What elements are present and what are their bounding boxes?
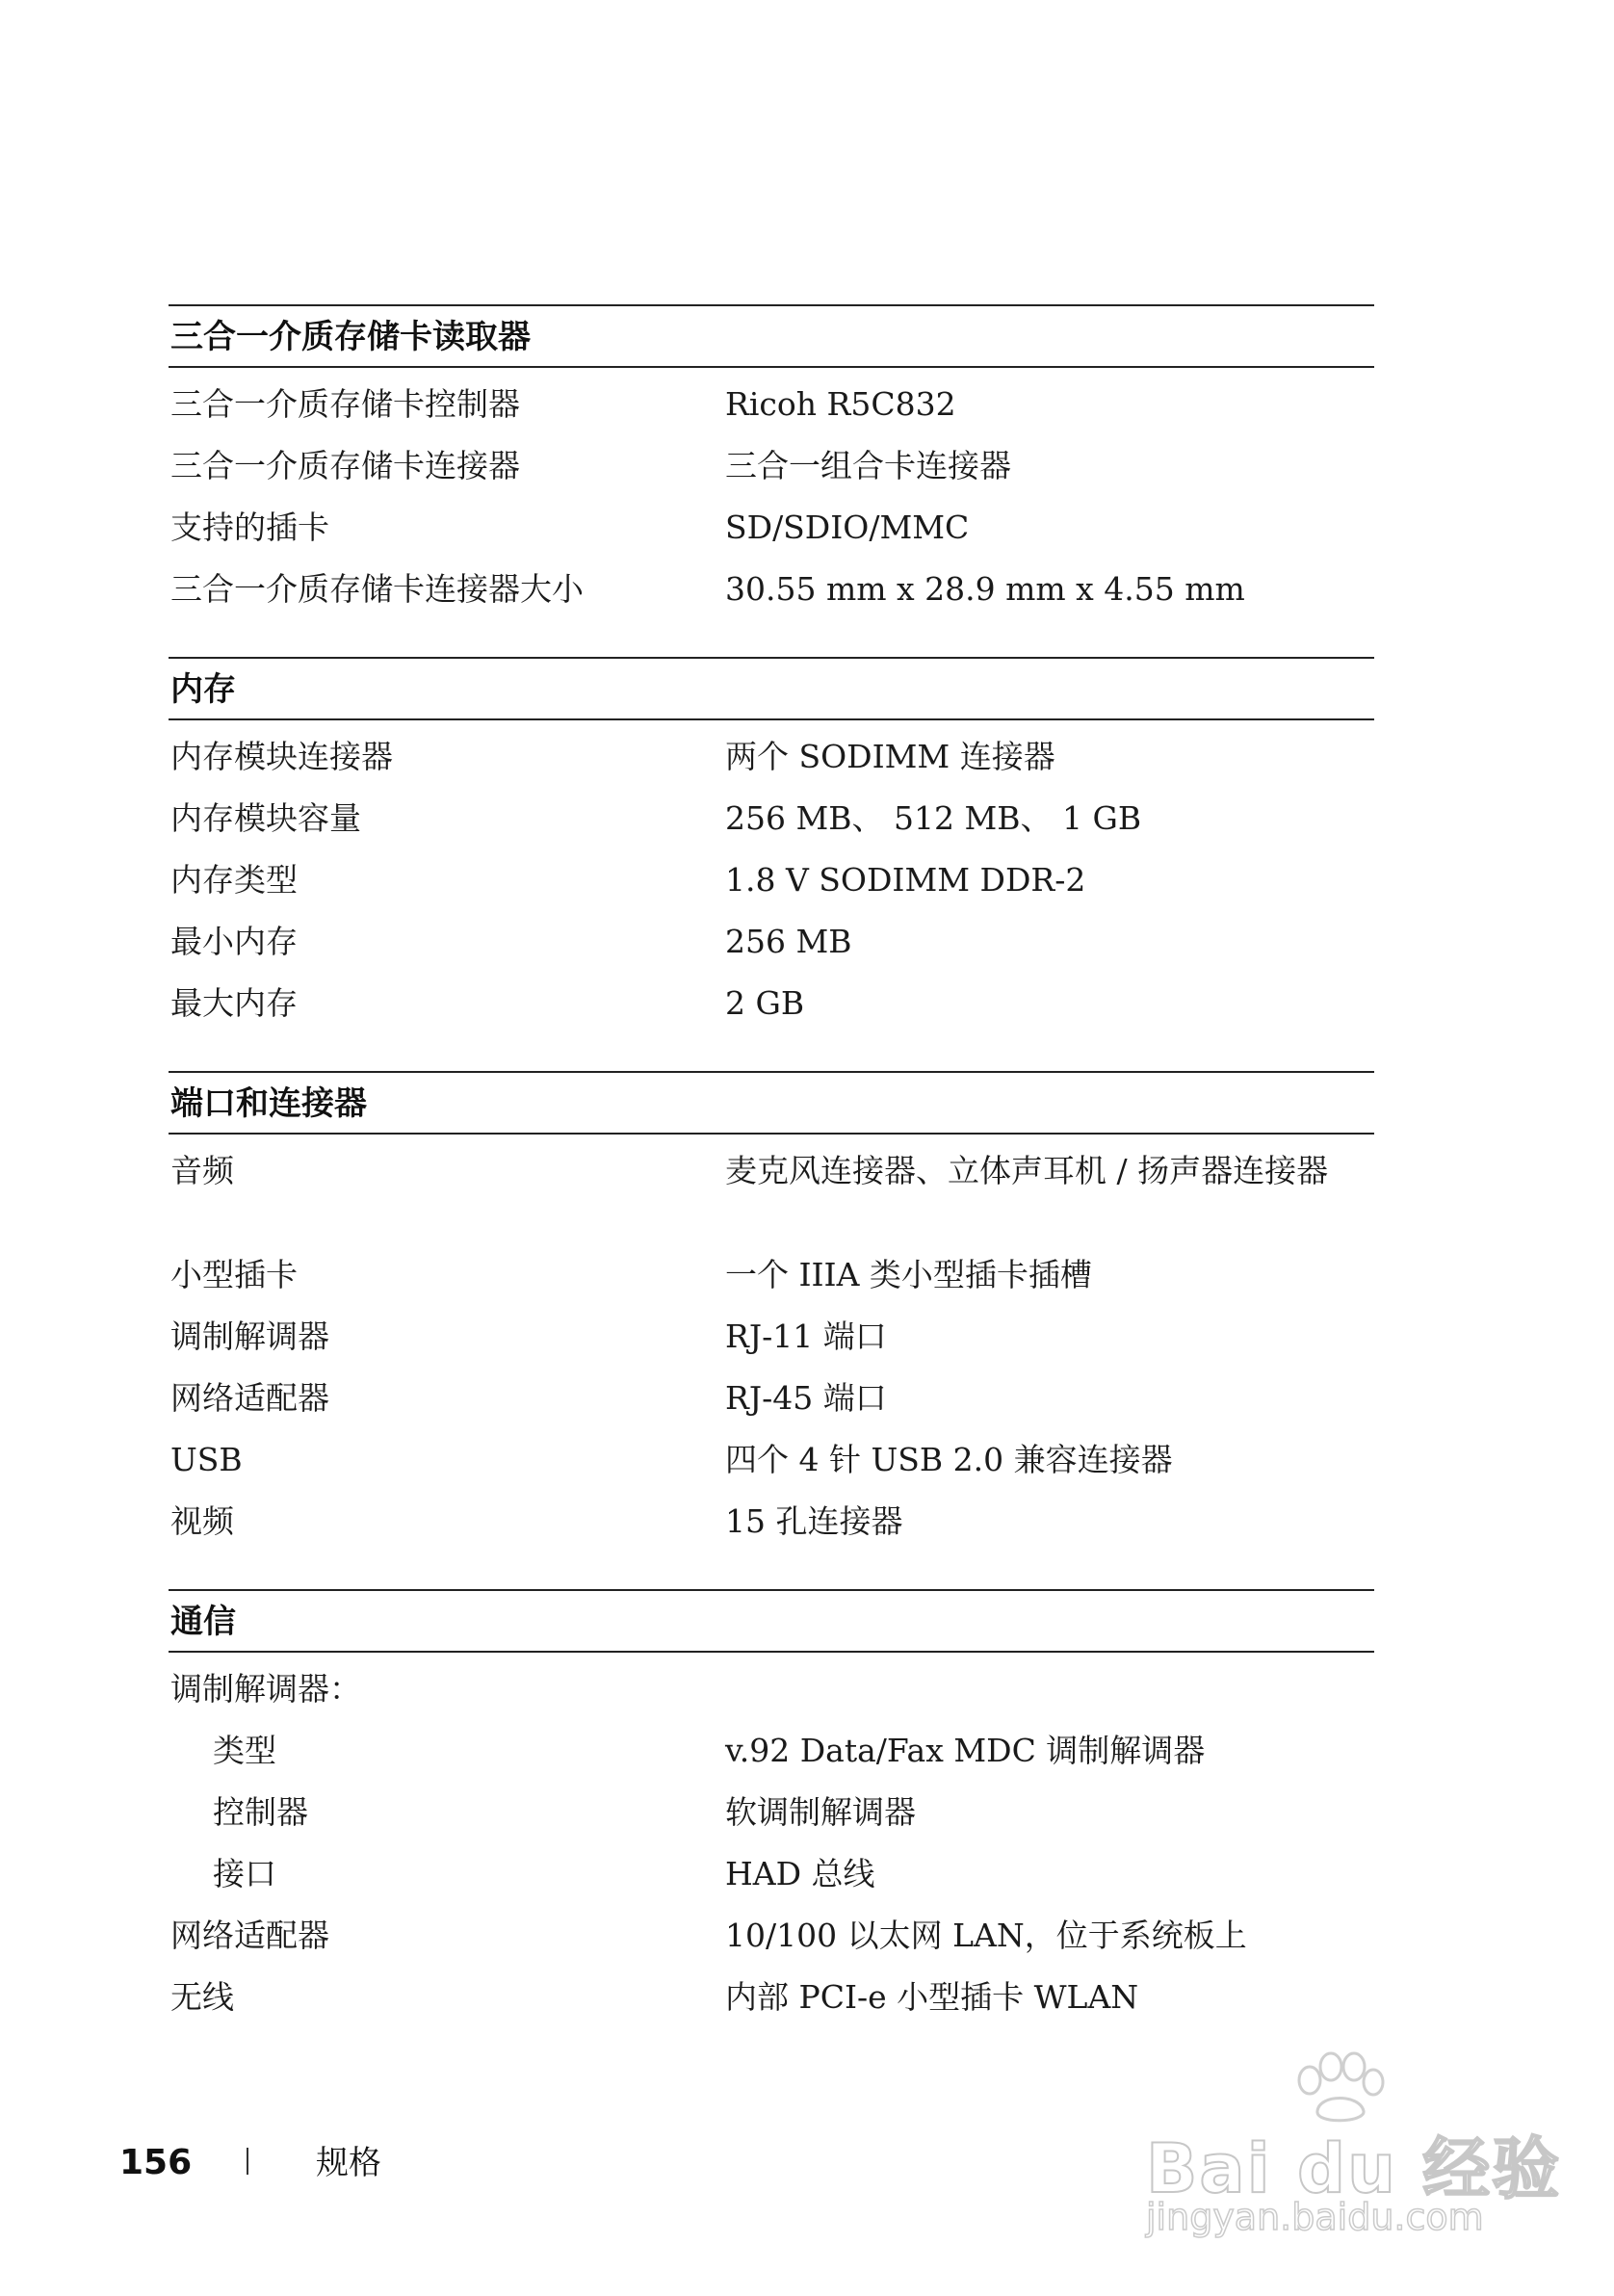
spec-value: 三合一组合卡连接器 xyxy=(725,447,1011,484)
spec-value: RJ-11 端口 xyxy=(725,1318,887,1355)
section-title: 三合一介质存储卡读取器 xyxy=(169,304,1374,368)
spec-value: 四个 4 针 USB 2.0 兼容连接器 xyxy=(725,1441,1173,1478)
spec-tables xyxy=(169,304,1374,2065)
spec-row xyxy=(169,1782,1374,1843)
spec-value: 软调制解调器 xyxy=(725,1793,916,1831)
spec-row xyxy=(169,973,1374,1034)
spec-value: 15 孔连接器 xyxy=(725,1502,903,1540)
spec-value: HAD 总线 xyxy=(725,1855,875,1892)
spec-label: 控制器 xyxy=(213,1793,308,1831)
spec-row xyxy=(169,1720,1374,1782)
section-title: 端口和连接器 xyxy=(169,1071,1374,1135)
spec-label: 三合一介质存储卡控制器 xyxy=(170,385,520,423)
spec-label: 三合一介质存储卡连接器 xyxy=(170,447,520,484)
spec-value: 256 MB xyxy=(725,923,852,960)
page-footer xyxy=(119,2134,697,2192)
spec-label: 内存模块连接器 xyxy=(170,738,393,775)
spec-label: 接口 xyxy=(213,1855,276,1892)
spec-value: 两个 SODIMM 连接器 xyxy=(725,738,1055,775)
watermark-url: jingyan.baidu.com xyxy=(1146,2196,1484,2238)
spec-value: 一个 IIIA 类小型插卡插槽 xyxy=(725,1256,1092,1293)
spec-row xyxy=(169,788,1374,849)
spec-row xyxy=(169,497,1374,559)
spec-value: v.92 Data/Fax MDC 调制解调器 xyxy=(725,1732,1206,1769)
spec-row xyxy=(169,435,1374,497)
spec-label: 网络适配器 xyxy=(170,1917,329,1954)
section-title: 通信 xyxy=(169,1589,1374,1653)
spec-row xyxy=(169,1491,1374,1552)
section-memory xyxy=(169,657,1374,1048)
spec-value: RJ-45 端口 xyxy=(725,1379,887,1417)
section-ports-connectors xyxy=(169,1071,1374,1566)
spec-value: 256 MB、 512 MB、 1 GB xyxy=(725,799,1142,837)
footer-chapter-title: 规格 xyxy=(316,2144,381,2182)
spec-value: 30.55 mm x 28.9 mm x 4.55 mm xyxy=(725,570,1245,608)
spec-row xyxy=(169,1905,1374,1967)
spec-value: 10/100 以太网 LAN，位于系统板上 xyxy=(725,1917,1247,1954)
spec-row xyxy=(169,1658,1374,1720)
spec-row xyxy=(169,1843,1374,1905)
spec-label: USB xyxy=(170,1441,243,1478)
spec-label: 支持的插卡 xyxy=(170,509,329,546)
spec-label: 视频 xyxy=(170,1502,234,1540)
spec-label: 类型 xyxy=(213,1732,276,1769)
section-communications xyxy=(169,1589,1374,2042)
footer-divider xyxy=(247,2148,248,2175)
spec-label: 最大内存 xyxy=(170,984,298,1022)
spec-label: 音频 xyxy=(170,1152,234,1189)
spec-label: 内存模块容量 xyxy=(170,799,361,837)
spec-label: 最小内存 xyxy=(170,923,298,960)
spec-value: 内部 PCI-e 小型插卡 WLAN xyxy=(725,1978,1139,2016)
spec-value: Ricoh R5C832 xyxy=(725,385,956,423)
spec-label: 调制解调器 xyxy=(170,1318,329,1355)
spec-value: SD/SDIO/MMC xyxy=(725,509,970,546)
spec-row xyxy=(169,1244,1374,1306)
spec-label: 无线 xyxy=(170,1978,234,2016)
spec-row xyxy=(169,1306,1374,1368)
spec-row xyxy=(169,911,1374,973)
spec-row xyxy=(169,726,1374,788)
spec-row xyxy=(169,1429,1374,1491)
section-media-card-reader xyxy=(169,304,1374,634)
spec-row xyxy=(169,1140,1374,1244)
spec-value: 1.8 V SODIMM DDR-2 xyxy=(725,861,1086,899)
spec-label: 网络适配器 xyxy=(170,1379,329,1417)
section-title: 内存 xyxy=(169,657,1374,720)
baidu-jingyan-watermark xyxy=(1146,2051,1562,2244)
spec-label: 调制解调器： xyxy=(170,1670,361,1708)
spec-row xyxy=(169,849,1374,911)
spec-value: 2 GB xyxy=(725,984,805,1022)
spec-label: 小型插卡 xyxy=(170,1256,298,1293)
spec-row xyxy=(169,1967,1374,2028)
spec-row xyxy=(169,559,1374,620)
watermark-brand: Bai du 经验 xyxy=(1146,2129,1562,2208)
spec-row xyxy=(169,374,1374,435)
spec-label: 内存类型 xyxy=(170,861,298,899)
spec-value: 麦克风连接器、立体声耳机 / 扬声器连接器 xyxy=(725,1152,1329,1189)
spec-label: 三合一介质存储卡连接器大小 xyxy=(170,570,584,608)
page-number: 156 xyxy=(119,2143,193,2182)
spec-row xyxy=(169,1368,1374,1429)
